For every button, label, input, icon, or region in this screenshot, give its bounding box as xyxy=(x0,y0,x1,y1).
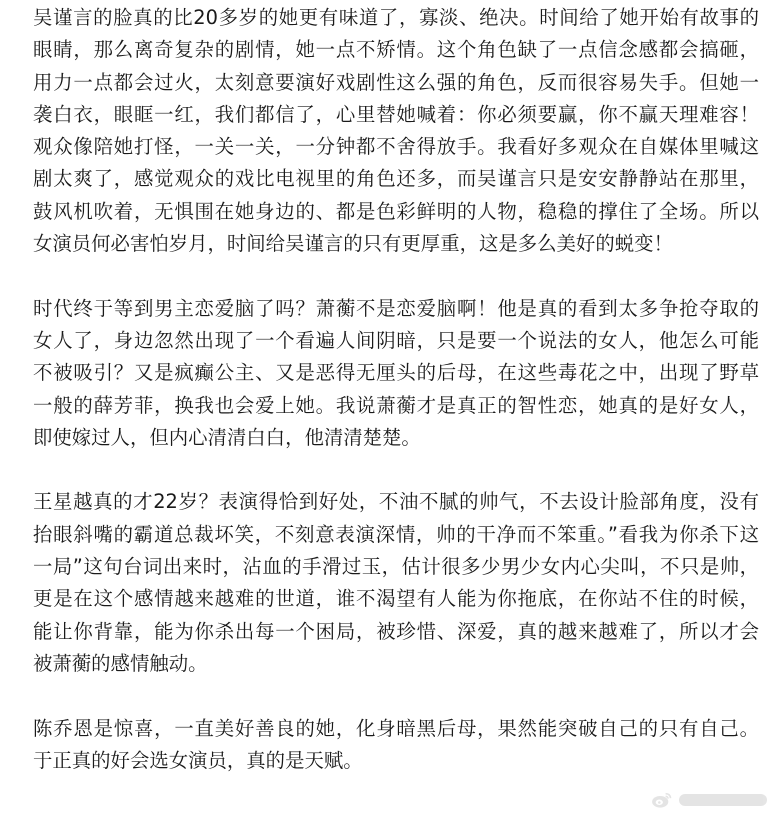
paragraph-1 xyxy=(33,2,759,260)
text-line: 剧太爽了，感觉观众的戏比电视里的角色还多，而吴谨言只是安安静静站在那里， xyxy=(33,167,759,191)
text-line: 更是在这个感情越来越难的世道，谁不渴望有人能为你拖底，在你站不住的时候， xyxy=(33,587,759,611)
paragraph-gap xyxy=(33,454,759,486)
text-line: 女演员何必害怕岁月，时间给吴谨言的只有更厚重，这是多么美好的蜕变！ xyxy=(33,232,673,256)
text-line: 王星越真的才22岁？表演得恰到好处，不油不腻的帅气，不去设计脸部角度，没有 xyxy=(33,490,759,514)
text-line: 陈乔恩是惊喜，一直美好善良的她，化身暗黑后母，果然能突破自己的只有自己。 xyxy=(33,716,759,740)
text-line: 鼓风机吹着，无惧围在她身边的、都是色彩鲜明的人物，稳稳的撑住了全场。所以 xyxy=(33,199,759,223)
text-line: 不被吸引？又是疯癫公主、又是恶得无厘头的后母，在这些毒花之中，出现了野草 xyxy=(33,361,759,385)
text-line: 于正真的好会选女演员，真的是天赋。 xyxy=(33,748,363,772)
watermark-text-block xyxy=(679,794,767,806)
text-line: 时代终于等到男主恋爱脑了吗？萧蘅不是恋爱脑啊！他是真的看到太多争抢夺取的 xyxy=(33,296,759,320)
article-body xyxy=(33,2,759,777)
text-line: 即使嫁过人，但内心清清白白，他清清楚楚。 xyxy=(33,425,421,449)
paragraph-gap xyxy=(33,260,759,292)
paragraph-2 xyxy=(33,293,759,454)
text-line: 抬眼斜嘴的霸道总裁坏笑，不刻意表演深情，帅的干净而不笨重。”看我为你杀下这 xyxy=(33,522,759,546)
text-line: 被萧蘅的感情触动。 xyxy=(33,651,208,675)
text-line: 袭白衣，眼眶一红，我们都信了，心里替她喊着：你必须要赢，你不赢天理难容！ xyxy=(33,102,759,126)
text-line: 女人了，身边忽然出现了一个看遍人间阴暗，只是要一个说法的女人，他怎么可能 xyxy=(33,328,759,352)
weibo-logo-icon xyxy=(651,791,673,809)
text-line: 眼睛，那么离奇复杂的剧情，她一点不矫情。这个角色缺了一点信念感都会搞砸， xyxy=(33,38,759,62)
paragraph-3 xyxy=(33,486,759,680)
paragraph-gap xyxy=(33,680,759,712)
paragraph-4 xyxy=(33,713,759,778)
text-line: 吴谨言的脸真的比20多岁的她更有味道了，寡淡、绝决。时间给了她开始有故事的 xyxy=(33,6,759,29)
watermark xyxy=(651,790,767,810)
text-line: 用力一点都会过火，太刻意要演好戏剧性这么强的角色，反而很容易失手。但她一 xyxy=(33,70,759,94)
text-line: 一般的薛芳菲，换我也会爱上她。我说萧蘅才是真正的智性恋，她真的是好女人， xyxy=(33,393,759,417)
text-line: 观众像陪她打怪，一关一关，一分钟都不舍得放手。我看好多观众在自媒体里喊这 xyxy=(33,135,759,159)
text-line: 能让你背靠，能为你杀出每一个困局，被珍惜、深爱，真的越来越难了，所以才会 xyxy=(33,619,759,643)
text-line: 一局”这句台词出来时，沾血的手滑过玉，估计很多少男少女内心尖叫，不只是帅， xyxy=(33,555,759,579)
